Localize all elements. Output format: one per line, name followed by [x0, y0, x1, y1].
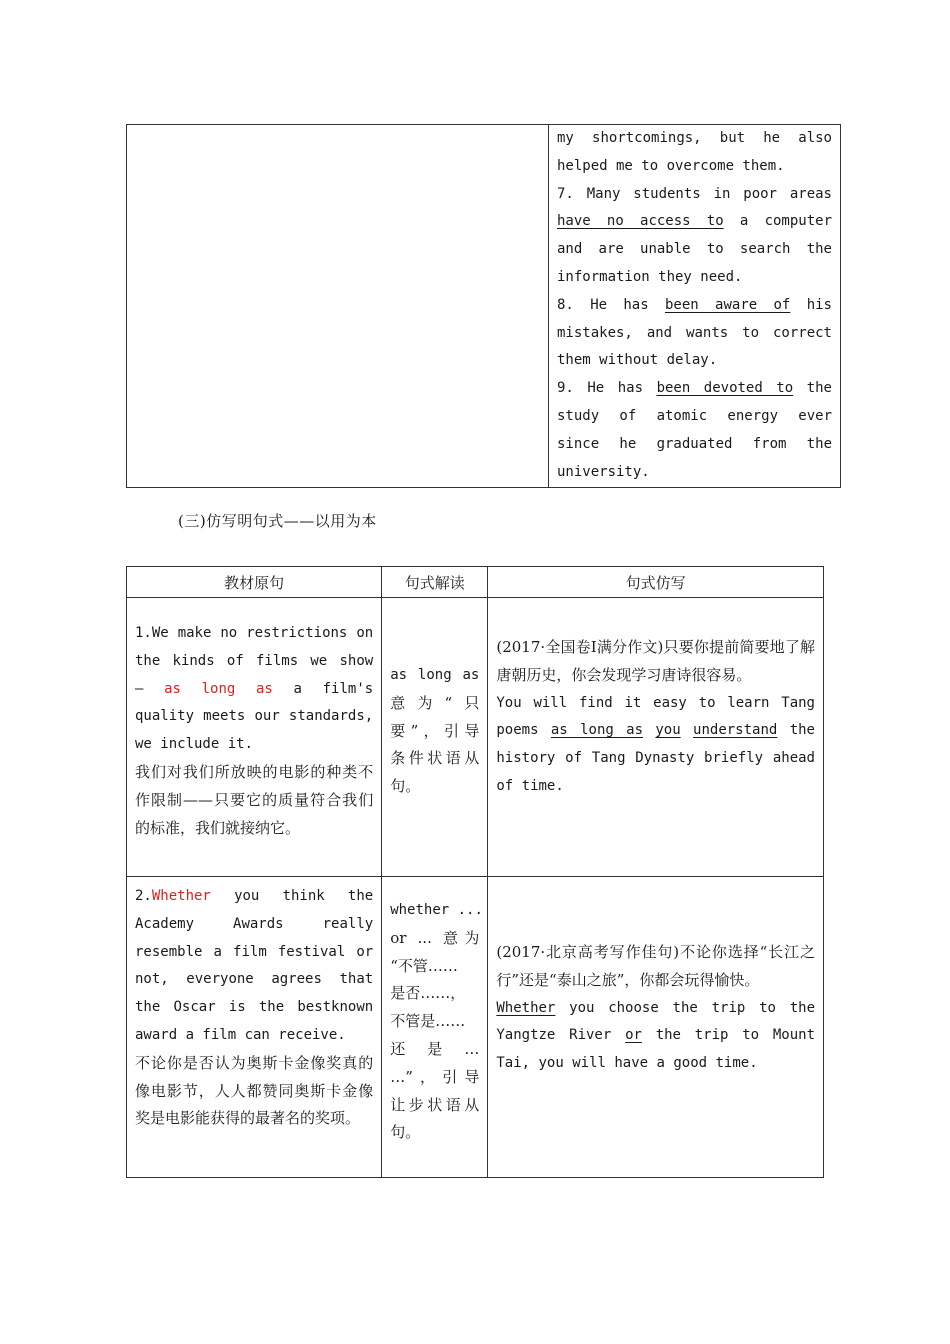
text-line: as long as — [390, 667, 480, 683]
chinese-translation: 不论你是否认为奥斯卡金像奖真的像电影节，人人都赞同奥斯卡金像奖是电影能获得的最著名的奖项。 — [135, 1053, 374, 1128]
text-line: award a film can receive. — [135, 1026, 346, 1043]
text-line: whether ... — [390, 902, 483, 918]
text-line: history of Tang Dynasty briefly ahead — [496, 750, 815, 767]
text-line: university. — [557, 463, 650, 480]
text-line: 条件状语从 — [390, 749, 480, 768]
text-line: my shortcomings, but he also — [557, 130, 832, 146]
text-line: since he graduated from the — [557, 435, 832, 452]
text-line: or ... 意为 — [390, 928, 480, 947]
section-title: (三)仿写明句式——以用为本 — [178, 512, 377, 530]
phrase-been-aware-of: been aware of — [665, 296, 791, 313]
text-line: 句。 — [390, 777, 421, 796]
text-line: information they need. — [557, 268, 743, 285]
text-line: not, everyone agrees that — [135, 971, 374, 988]
header-row — [127, 567, 824, 598]
header-analysis: 句式解读 — [382, 567, 488, 598]
text-line: …”，引导 — [390, 1067, 480, 1086]
text-line: 让步状语从 — [390, 1095, 480, 1114]
text-line: 1.We make no restrictions on — [135, 625, 374, 641]
text-line: 不管是…… — [390, 1012, 466, 1031]
example-9-line: 9. He has been devoted to the — [557, 380, 832, 397]
original-sentence-cell — [127, 598, 382, 877]
imitation-cell — [488, 877, 824, 1178]
table-row — [127, 877, 824, 1178]
table-row — [127, 598, 824, 877]
text-line: study of atomic energy ever — [557, 407, 832, 424]
imitation-or-line: Yangtze River or the trip to Mount — [496, 1027, 816, 1044]
text-line: resemble a film festival or — [135, 943, 374, 960]
text-line: You will find it easy to learn Tang — [496, 694, 815, 711]
text-line: quality meets our standards, — [135, 708, 374, 725]
text-line: them without delay. — [557, 352, 718, 369]
continuation-table — [126, 124, 841, 488]
original-sentence-cell — [127, 877, 382, 1178]
text-line: 7. Many students in poor areas — [557, 185, 832, 202]
phrase-as-long-as: as long as — [550, 722, 644, 739]
example-7-line: have no access to a computer — [557, 213, 833, 230]
analysis-cell — [382, 877, 488, 1178]
keyword-whether: Whether — [151, 888, 211, 904]
text-line: the kinds of films we show — [135, 652, 374, 669]
chinese-translation: 我们对我们所放映的电影的种类不作限制——只要它的质量符合我们的标准，我们就接纳它。 — [135, 762, 374, 837]
text-line: the Oscar is the bestknown — [135, 999, 374, 1016]
text-line: and are unable to search the — [557, 241, 832, 258]
header-original: 教材原句 — [127, 567, 382, 598]
phrase-been-devoted-to: been devoted to — [656, 380, 794, 397]
text-line: 要”，引导 — [390, 721, 480, 740]
empty-left-cell — [127, 125, 549, 488]
text-line: 还 是 … — [390, 1039, 480, 1058]
phrase-whether: Whether — [496, 999, 556, 1016]
text-line: Academy Awards really — [135, 915, 374, 932]
text-line: 是否……， — [390, 984, 466, 1003]
example-8-line: 8. He has been aware of his — [557, 296, 832, 313]
text-line: 句。 — [390, 1123, 421, 1142]
highlight-line: — as long as a film's — [135, 680, 374, 697]
imitation-chinese: (2017·全国卷Ⅰ满分作文)只要你提前简要地了解唐朝历史，你会发现学习唐诗很容易。 — [496, 638, 815, 684]
examples-cell — [549, 125, 841, 488]
text-line: “不管…… — [390, 956, 458, 975]
phrase-or: or — [625, 1027, 642, 1044]
imitation-highlight-line: poems as long as you understand the — [496, 722, 815, 739]
keyword-as-long-as: as long as — [164, 680, 273, 697]
whether-line: 2.Whether you think the — [135, 888, 374, 904]
text-line: Tai, you will have a good time. — [496, 1055, 758, 1072]
imitation-whether-line: Whether you choose the trip to the — [496, 999, 816, 1016]
header-imitation: 句式仿写 — [488, 567, 824, 598]
text-line: of time. — [496, 777, 564, 794]
sentence-pattern-table — [126, 566, 824, 1178]
phrase-have-no-access-to: have no access to — [557, 213, 724, 230]
text-line: we include it. — [135, 736, 254, 753]
imitation-chinese: (2017·北京高考写作佳句)不论你选择“长江之行”还是“泰山之旅”，你都会玩得愉快。 — [496, 943, 815, 989]
text-line: helped me to overcome them. — [557, 157, 785, 174]
text-line: mistakes, and wants to correct — [557, 324, 832, 341]
imitation-cell — [488, 598, 824, 877]
analysis-cell — [382, 598, 488, 877]
text-line: 意为“只 — [390, 693, 480, 712]
